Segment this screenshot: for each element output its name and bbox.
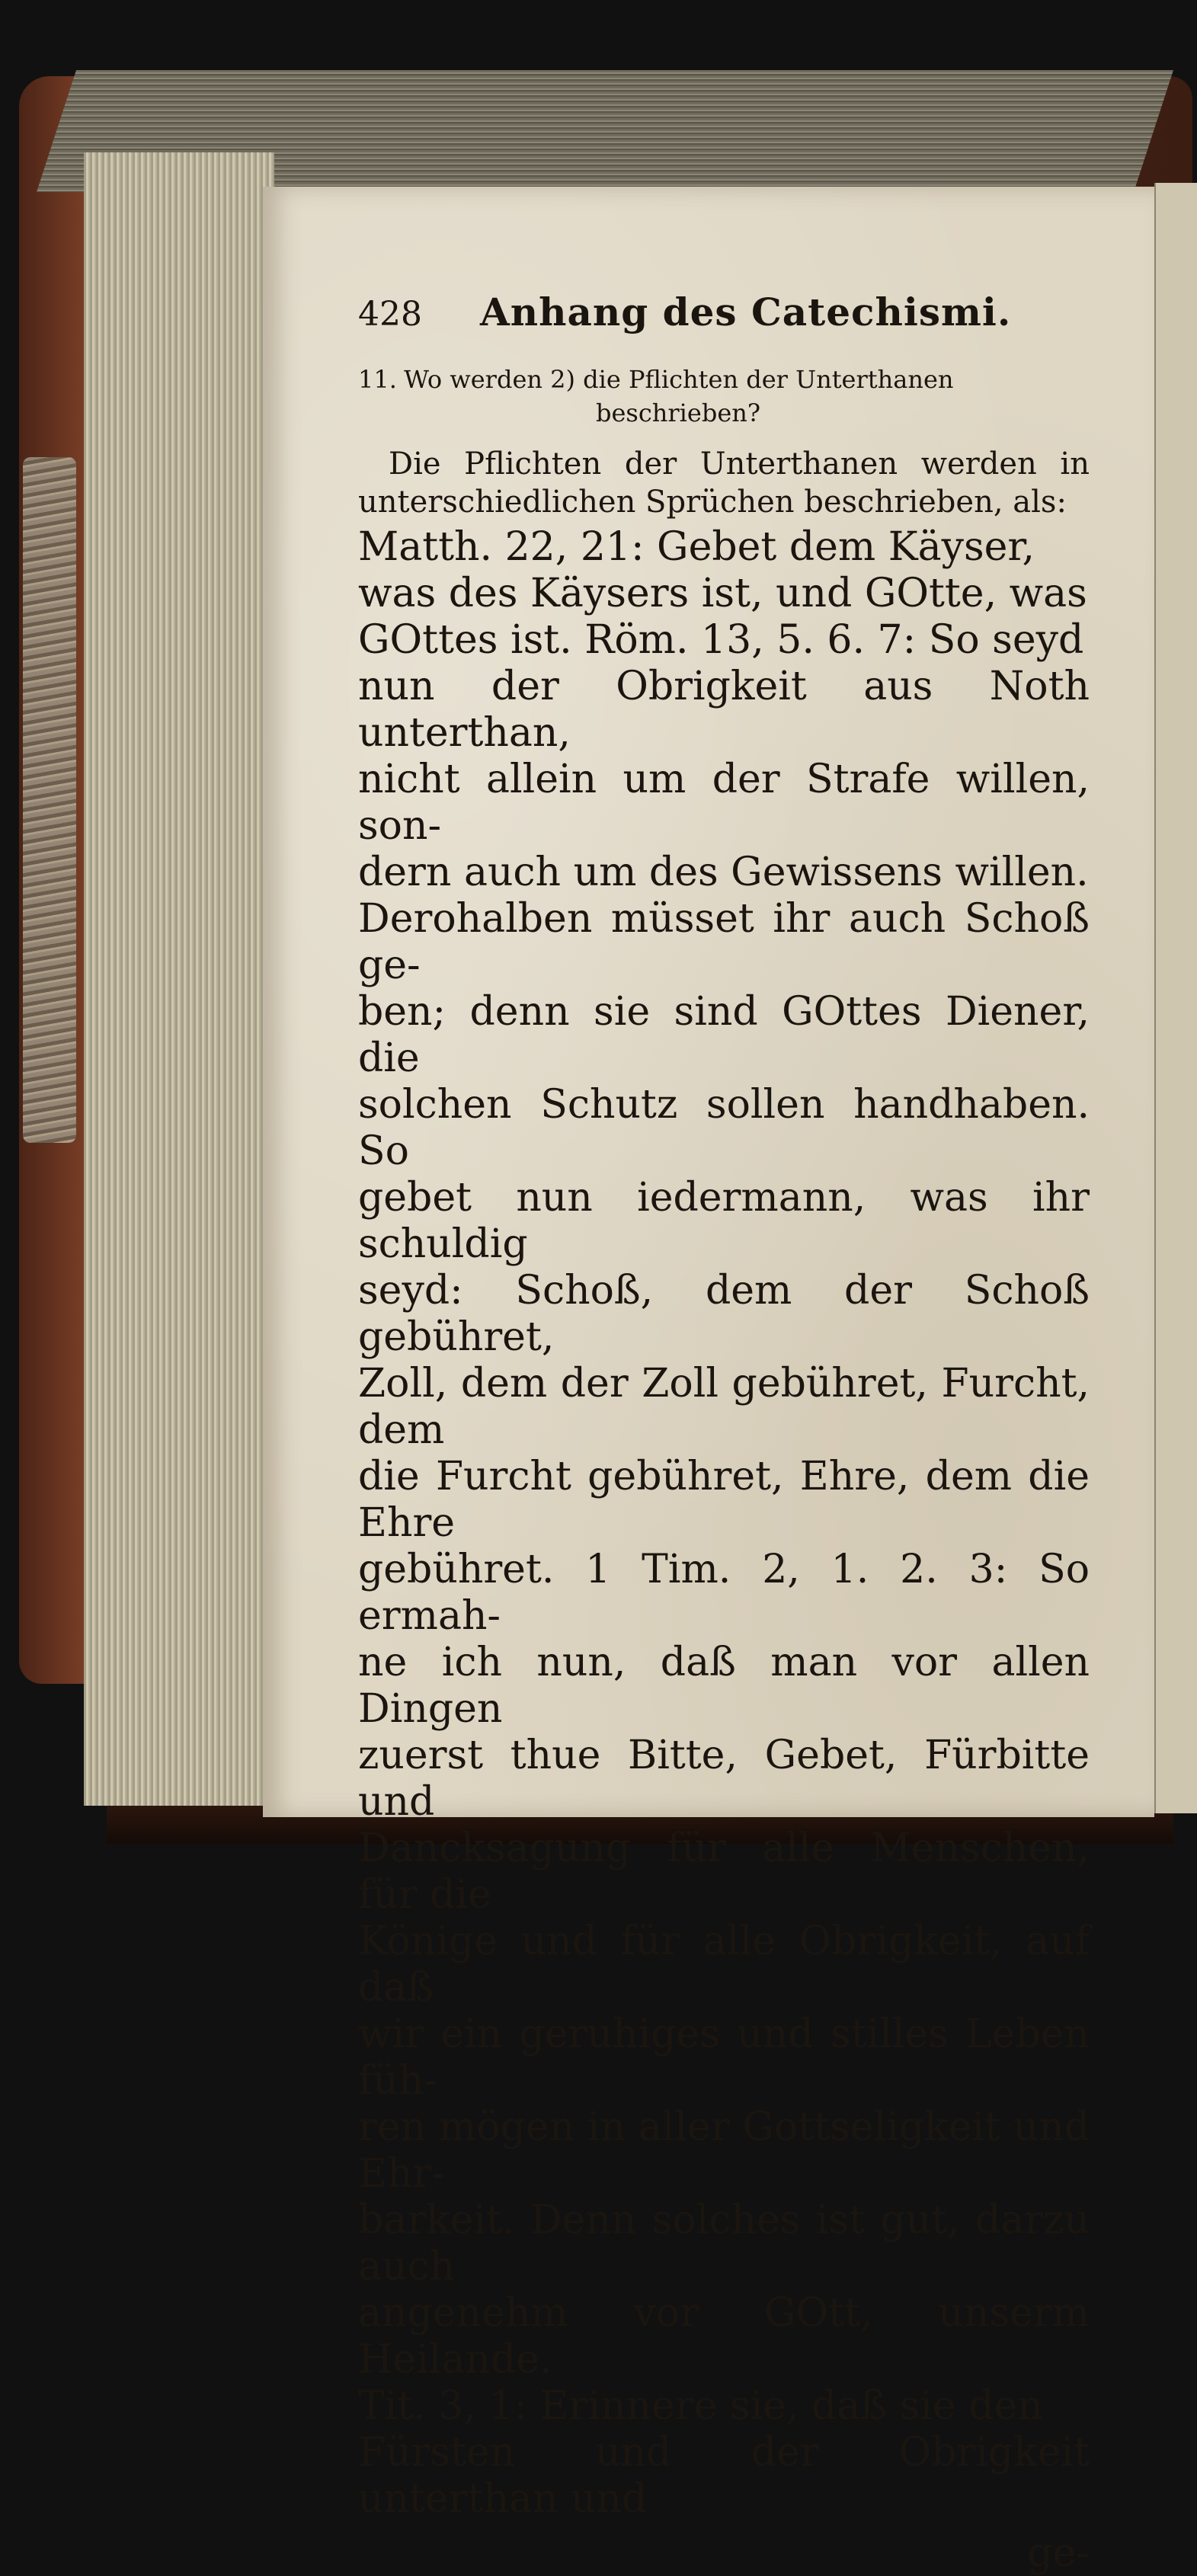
- scripture-passages: [358, 524, 1090, 2523]
- body-line: nun der Obrigkeit aus Noth unterthan,: [358, 664, 1090, 756]
- body-line: Könige und für alle Obrigkeit, auf daß: [358, 1918, 1090, 2011]
- body-line: wir ein geruhiges und stilles Leben füh-: [358, 2011, 1090, 2104]
- page-text: [358, 290, 1090, 2576]
- answer-intro: Die Pflichten der Unterthanen werden in unterschiedlichen Sprüchen beschrieben, als:: [358, 446, 1090, 520]
- body-line: Matth. 22, 21: Gebet dem Käyser,: [358, 524, 1035, 570]
- body-line: gebet nun iedermann, was ihr schuldig: [358, 1175, 1090, 1267]
- question-line-1: Wo werden 2) die Pflichten der Unterthanen: [404, 365, 954, 394]
- question-number: 11.: [358, 365, 397, 394]
- body-line: seyd: Schoß, dem der Schoß gebühret,: [358, 1268, 1090, 1360]
- body-line: ben; denn sie sind GOttes Diener, die: [358, 989, 1090, 1081]
- body-line: die Furcht gebühret, Ehre, dem die Ehre: [358, 1454, 1090, 1546]
- body-line: Fürsten und der Obrigkeit unterthan und: [358, 2430, 1090, 2522]
- body-line: Derohalben müsset ihr auch Schoß ge-: [358, 896, 1090, 988]
- body-line: Tit. 3, 1: Erinnere sie, daß sie den: [358, 2383, 1043, 2429]
- page-number: 428: [358, 295, 422, 334]
- body-line: dern auch um des Gewissens willen.: [358, 850, 1089, 895]
- body-line: zuerst thue Bitte, Gebet, Fürbitte und: [358, 1733, 1090, 1825]
- body-line: ne ich nun, daß man vor allen Dingen: [358, 1640, 1090, 1732]
- question-line-2: beschrieben?: [595, 398, 761, 427]
- body-line: nicht allein um der Strafe willen, son-: [358, 757, 1090, 849]
- body-line: Zoll, dem der Zoll gebühret, Furcht, dem: [358, 1361, 1090, 1453]
- catechism-question: [358, 363, 1090, 430]
- catchword: ge-: [1027, 2530, 1090, 2576]
- facing-page-edge: [1154, 183, 1197, 1813]
- running-title: Anhang des Catechismi.: [480, 290, 1012, 334]
- body-line: gebühret. 1 Tim. 2, 1. 2. 3: So ermah-: [358, 1547, 1090, 1639]
- body-line: was des Käysers ist, und GOtte, was: [358, 571, 1087, 616]
- worn-cover-edge: [23, 457, 76, 1143]
- body-line: angenehm vor GOtt, unserm Heilande.: [358, 2290, 1090, 2382]
- body-line: GOttes ist. Röm. 13, 5. 6. 7: So seyd: [358, 617, 1084, 663]
- page-edges-left: [84, 152, 274, 1806]
- body-line: ren mögen in aller Gottseligkeit und Ehr-: [358, 2104, 1090, 2197]
- body-line: Dancksagung für alle Menschen, für die: [358, 1826, 1090, 1918]
- page-header: [358, 290, 1090, 343]
- body-line: barkeit. Denn solches ist gut, darzu auch: [358, 2197, 1090, 2290]
- body-line: solchen Schutz sollen handhaben. So: [358, 1082, 1090, 1174]
